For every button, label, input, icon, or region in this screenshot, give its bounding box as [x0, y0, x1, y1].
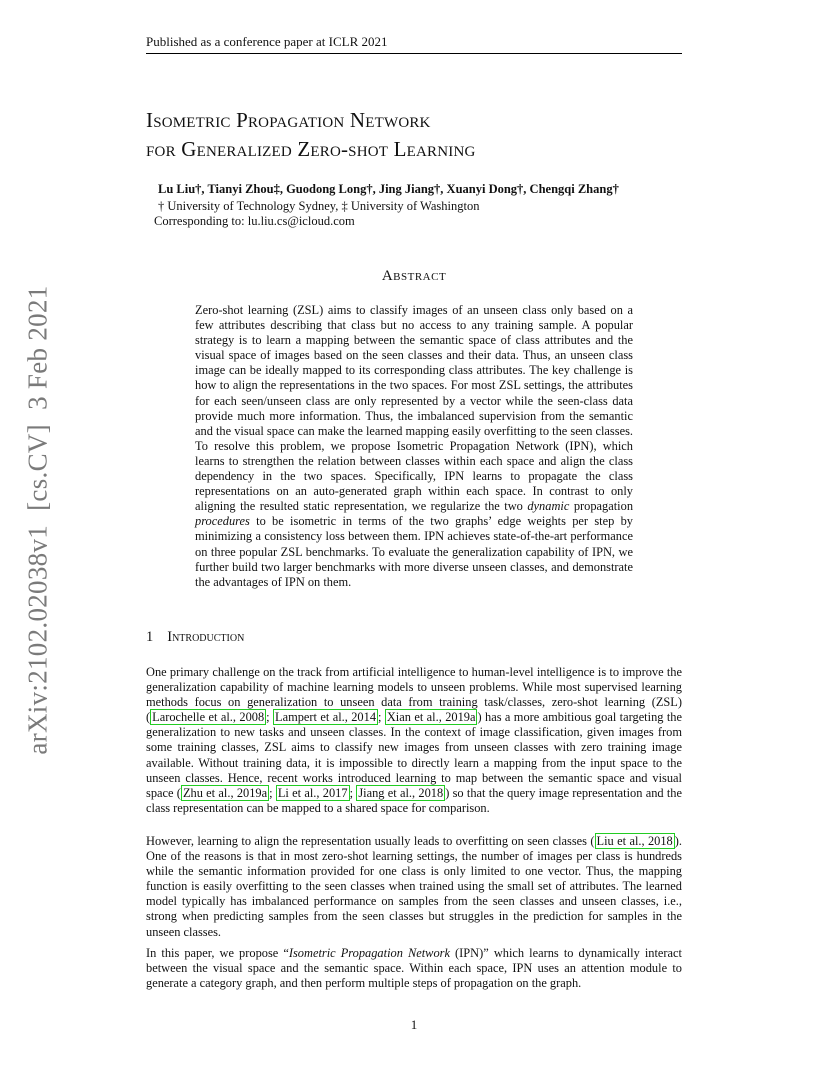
intro-paragraph-1 [146, 665, 682, 816]
page-number: 1 [410, 1017, 418, 1032]
p3-emphasis: Isometric Propagation Network [288, 946, 450, 960]
running-header: Published as a conference paper at ICLR 2021 [146, 34, 682, 54]
arxiv-sidebar-stamp: arXiv:2102.02038v1 [cs.CV] 3 Feb 2021 [22, 285, 53, 755]
citation-link[interactable]: Liu et al., 2018 [596, 834, 673, 848]
affiliations: † University of Technology Sydney, ‡ University of Washington [158, 199, 480, 213]
author-list: Lu Liu†, Tianyi Zhou‡, Guodong Long†, Jing Jiang†, Xuanyi Dong†, Chengqi Zhang† [158, 182, 619, 196]
p1-text: ) has a more ambitious goal targeting the generalization to new tasks and unseen classes. In the context of image classification, given images from some training classes, ZSL aims to classify new images from unseen classes with zero training image available. Without training data, it is impossible to directly learn a mapping from the input space to the unseen classes. Hence, recent works introduced learning to map between the semantic space and visual space ( [146, 710, 682, 800]
citation-link[interactable]: Larochelle et al., 2008 [152, 710, 265, 725]
p1-text: One primary challenge on the track from artificial intelligence to human-level intelligence is to improve the generalization capability of machine learning models to unseen problems. While most supervised learning methods focus on generalization to unseen data from training task/classes, zero-shot learning (ZSL) ( [146, 665, 682, 725]
citation-link[interactable]: Lampert et al., 2014 [275, 710, 377, 725]
p2-text: However, learning to align the representation usually leads to overfitting on seen classes ( [146, 834, 595, 848]
section-number: 1 [146, 629, 154, 645]
p3-text: (IPN)” which learns to dynamically interact between the visual space and the semantic space. Within each space, IPN uses an attention module to generate a category graph, and then perform multiple steps of propagation on the graph. [146, 946, 682, 991]
contact-email: Corresponding to: lu.liu.cs@icloud.com [154, 214, 355, 228]
p1-sep: ; [266, 710, 273, 725]
p1-sep: ; [349, 785, 357, 800]
paper-title [146, 106, 706, 164]
abstract-part-b: propagation [573, 499, 634, 514]
title-line-2: for Generalized Zero-shot Learning [146, 137, 476, 161]
abstract-emphasis-dynamic: dynamic [527, 499, 570, 514]
citation-link[interactable]: Li et al., 2017 [277, 785, 348, 800]
abstract-emphasis-procedures: procedures [195, 514, 250, 529]
p1-text: ) so that the query image representation and the class representation can be mapped to a shared space for comparison. [146, 785, 683, 815]
abstract-heading: Abstract [381, 268, 447, 284]
abstract-part-a: Zero-shot learning (ZSL) aims to classify images of an unseen class only based on a few attributes describing that class but no access to any training sample. A popular strategy is to learn a mapping between the semantic space of class attributes and the visual space of images based on the seen classes and their data. Thus, an unseen class image can be ideally mapped to its corresponding class attributes. The key challenge is how to align the representations in the two spaces. For most ZSL settings, the attributes for each seen/unseen class are only represented by a vector while the seen-class data provide much more information. Thus, the imbalanced supervision from the semantic and the visual space can make the learned mapping easily overfitting to the seen classes. To resolve this problem, we propose Isometric Propagation Network (IPN), which learns to strengthen the relation between classes within each space and align the class dependency in the two spaces. Specifically, IPN learns to propagate the class representations on an auto-generated graph within each space. In contrast to only aligning the resulted static representation, we regularize the two [195, 303, 633, 514]
citation-link[interactable]: Jiang et al., 2018 [358, 785, 444, 800]
intro-paragraph-2 [146, 834, 682, 940]
title-line-1: Isometric Propagation Network [146, 108, 431, 132]
p1-sep: ; [378, 710, 385, 725]
citation-link[interactable]: Zhu et al., 2019a [182, 785, 268, 800]
abstract-part-c: to be isometric in terms of the two graphs’ edge weights per step by minimizing a consistency loss between them. IPN achieves state-of-the-art performance on three popular ZSL benchmarks. To evaluate the generalization capability of IPN, we further build two larger benchmarks with more diverse unseen classes, and demonstrate the advantages of IPN on them. [195, 514, 633, 589]
section-heading-introduction [146, 629, 244, 646]
p1-sep: ; [269, 785, 276, 800]
section-title: Introduction [167, 629, 245, 645]
p2-text: ). One of the reasons is that in most zero-shot learning settings, the number of images per class is hundreds while the semantic information provided for one class is only limited to one vector. Thus, the mapping function is easily overfitting to the seen classes when trained using the small set of attributes. The learned model typically has imbalanced performance on samples from the seen classes and unseen classes, i.e., strong when predicting samples from the seen classes but struggles in the prediction for samples in the unseen classes. [146, 834, 682, 939]
p3-text: In this paper, we propose “ [146, 946, 289, 960]
citation-link[interactable]: Xian et al., 2019a [386, 710, 476, 725]
abstract-text [195, 303, 633, 590]
intro-paragraph-3 [146, 946, 682, 991]
